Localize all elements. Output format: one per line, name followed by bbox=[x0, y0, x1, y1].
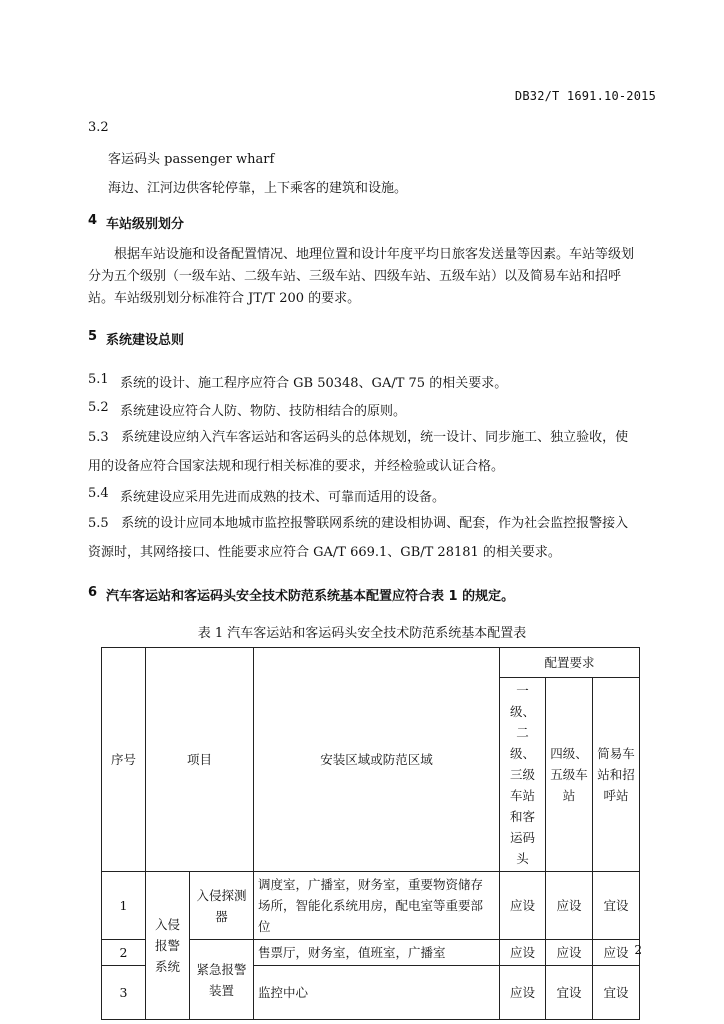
header-item: 项目 bbox=[146, 648, 254, 872]
row-config-b: 应设 bbox=[546, 940, 593, 966]
clause-number: 5.1 bbox=[88, 372, 109, 387]
row-config-c: 宜设 bbox=[593, 872, 640, 940]
row-sub-item: 入侵探测器 bbox=[190, 872, 254, 940]
header-config: 配置要求 bbox=[500, 648, 640, 678]
row-config-c: 宜设 bbox=[593, 966, 640, 1020]
row-config-b: 宜设 bbox=[546, 966, 593, 1020]
clause-text: 系统建设应采用先进而成熟的技术、可靠而适用的设备。 bbox=[120, 490, 446, 505]
document-code: DB32/T 1691.10-2015 bbox=[514, 89, 656, 103]
row-sub-item: 紧急报警装置 bbox=[190, 940, 254, 1020]
section-4-paragraph bbox=[88, 244, 636, 310]
page-number: 2 bbox=[634, 943, 642, 957]
clause-5-3 bbox=[88, 423, 636, 481]
clause-5-5 bbox=[88, 509, 636, 567]
clause-text: 系统的设计应同本地城市监控报警联网系统的建设相协调、配套，作为社会监控报警接入资源时，其网络接口、性能要求应符合 GA/T 669.1、GB/T 28181 的相关要求。 bbox=[88, 516, 629, 560]
row-config-a: 应设 bbox=[500, 872, 546, 940]
term-definition: 海边、江河边供客轮停靠，上下乘客的建筑和设施。 bbox=[108, 181, 408, 196]
row-area: 调度室，广播室，财务室，重要物资储存场所，智能化系统用房，配电室等重要部位 bbox=[254, 872, 500, 940]
row-config-b: 应设 bbox=[546, 872, 593, 940]
section-5-number: 5 bbox=[88, 329, 98, 344]
table-row bbox=[102, 872, 640, 940]
config-table bbox=[101, 647, 640, 1020]
header-level-1-3: 一级、二级、三级车站和客运码头 bbox=[500, 678, 546, 872]
term-passenger-wharf: 客运码头 passenger wharf bbox=[108, 152, 275, 167]
row-area: 监控中心 bbox=[254, 966, 500, 1020]
clause-number: 5.5 bbox=[88, 516, 109, 531]
clause-text: 系统建设应符合人防、物防、技防相结合的原则。 bbox=[120, 404, 407, 419]
table-header-row bbox=[102, 648, 640, 678]
clause-number: 5.2 bbox=[88, 400, 109, 415]
section-number-3-2: 3.2 bbox=[88, 120, 109, 135]
header-simple-station: 简易车站和招呼站 bbox=[593, 678, 640, 872]
clause-number: 5.3 bbox=[88, 430, 109, 445]
section-5-heading: 系统建设总则 bbox=[106, 333, 185, 348]
section-4-number: 4 bbox=[88, 213, 98, 228]
section-6-heading: 汽车客运站和客运码头安全技术防范系统基本配置应符合表 1 的规定。 bbox=[106, 589, 515, 604]
section-4-heading: 车站级别划分 bbox=[106, 217, 185, 232]
row-seq: 2 bbox=[102, 940, 146, 966]
section-4-body: 根据车站设施和设备配置情况、地理位置和设计年度平均日旅客发送量等因素。车站等级划分为五个级别（一级车站、二级车站、三级车站、四级车站、五级车站）以及简易车站和招呼站。车站级别划分标准符合 JT/T 200 的要求。 bbox=[88, 247, 635, 306]
header-level-4-5: 四级、五级车站 bbox=[546, 678, 593, 872]
row-config-c: 应设 bbox=[593, 940, 640, 966]
clause-text: 系统建设应纳入汽车客运站和客运码头的总体规划，统一设计、同步施工、独立验收，使用的设备应符合国家法规和现行相关标准的要求，并经检验或认证合格。 bbox=[88, 430, 629, 474]
clause-text: 系统的设计、施工程序应符合 GB 50348、GA/T 75 的相关要求。 bbox=[120, 376, 508, 391]
row-seq: 1 bbox=[102, 872, 146, 940]
row-area: 售票厅，财务室，值班室，广播室 bbox=[254, 940, 500, 966]
row-config-a: 应设 bbox=[500, 966, 546, 1020]
header-seq: 序号 bbox=[102, 648, 146, 872]
row-seq: 3 bbox=[102, 966, 146, 1020]
row-config-a: 应设 bbox=[500, 940, 546, 966]
table-caption: 表 1 汽车客运站和客运码头安全技术防范系统基本配置表 bbox=[197, 626, 527, 641]
header-area: 安装区域或防范区域 bbox=[254, 648, 500, 872]
clause-number: 5.4 bbox=[88, 486, 109, 501]
system-name: 入侵报警系统 bbox=[146, 872, 190, 1020]
section-6-number: 6 bbox=[88, 585, 98, 600]
